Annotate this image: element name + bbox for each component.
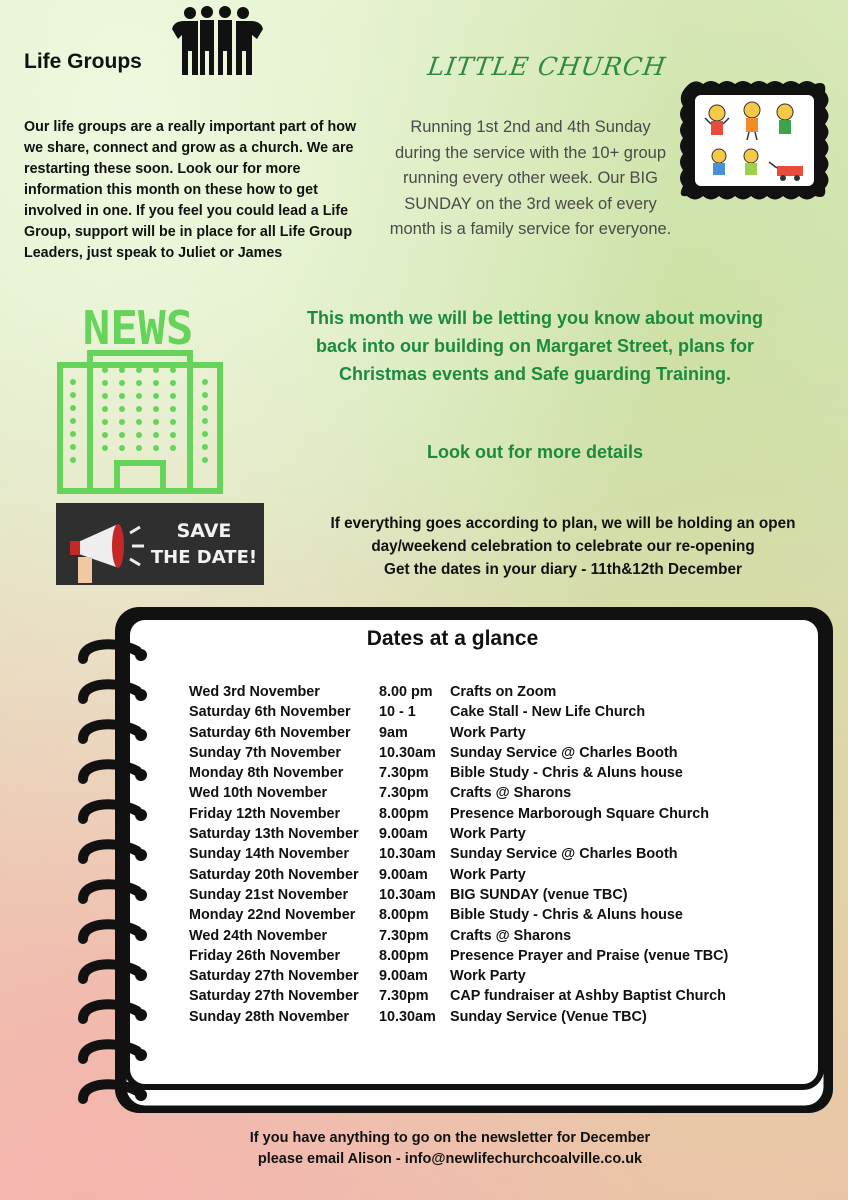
window-dot <box>102 367 108 373</box>
window-dot <box>170 419 176 425</box>
spiral-hole <box>135 769 147 781</box>
window-dot <box>119 393 125 399</box>
spiral-hole <box>135 889 147 901</box>
date-cell: Sunday 14th November <box>189 846 349 863</box>
footer-line2: please email Alison - info@newlifechurchcoalville.co.uk <box>257 1151 643 1167</box>
time-cell: 7.30pm <box>379 765 429 782</box>
window-dot <box>70 431 76 437</box>
date-cell: Monday 22nd November <box>189 907 356 924</box>
newsletter-footer <box>120 1128 780 1170</box>
event-cell: Work Party <box>450 724 526 741</box>
window-dot <box>136 406 142 412</box>
window-dot <box>153 393 159 399</box>
event-cell: Work Party <box>450 968 526 985</box>
open-day-announcement <box>288 512 838 581</box>
window-dot <box>70 444 76 450</box>
spiral-hole <box>135 1009 147 1021</box>
event-cell: Sunday Service @ Charles Booth <box>450 846 678 863</box>
open-day-line1: If everything goes according to plan, we will be holding an open <box>330 515 796 532</box>
window-dot <box>119 432 125 438</box>
time-cell: 9.00am <box>379 866 428 883</box>
event-cell: CAP fundraiser at Ashby Baptist Church <box>450 988 726 1005</box>
window-dot <box>170 393 176 399</box>
spiral-hole <box>135 1049 147 1061</box>
footer-line1: If you have anything to go on the newsletter for December <box>249 1130 651 1146</box>
date-cell: Friday 26th November <box>189 947 341 964</box>
date-cell: Saturday 6th November <box>189 724 351 741</box>
event-cell: Work Party <box>450 866 526 883</box>
window-dot <box>119 380 125 386</box>
window-dot <box>153 419 159 425</box>
event-cell: Bible Study - Chris & Aluns house <box>450 907 683 924</box>
time-cell: 10.30am <box>379 886 436 903</box>
window-dot <box>170 406 176 412</box>
window-dot <box>102 445 108 451</box>
window-dot <box>70 418 76 424</box>
date-cell: Saturday 6th November <box>189 704 351 721</box>
time-cell: 10.30am <box>379 1008 436 1025</box>
event-cell: Sunday Service @ Charles Booth <box>450 744 678 761</box>
window-dot <box>202 431 208 437</box>
spiral-hole <box>135 649 147 661</box>
life-groups-title: Life Groups <box>24 50 142 73</box>
time-cell: 8.00pm <box>379 947 429 964</box>
event-cell: Presence Marborough Square Church <box>450 805 710 822</box>
time-cell: 9.00am <box>379 826 428 843</box>
window-dot <box>136 380 142 386</box>
life-groups-body: Our life groups are a really important part of how we share, connect and grow as a church. We are restarting these soon. Look our for more information this month on these how to get involved in one. If you feel you could lead a Life Group, support will be in place for all Life Group Leaders, just speak to Juliet or James <box>24 119 357 261</box>
time-cell: 8.00pm <box>379 907 429 924</box>
date-cell: Wed 10th November <box>189 785 328 802</box>
window-dot <box>153 380 159 386</box>
time-cell: 10 - 1 <box>379 704 416 721</box>
dates-title: Dates at a glance <box>366 627 539 650</box>
children-drawing-frame <box>677 78 832 203</box>
window-dot <box>102 393 108 399</box>
event-cell: Cake Stall - New Life Church <box>450 704 646 721</box>
date-cell: Saturday 27th November <box>189 968 359 985</box>
window-dot <box>119 367 125 373</box>
window-dot <box>70 392 76 398</box>
open-day-line3: Get the dates in your diary - 11th&12th December <box>384 561 742 578</box>
news-more-details: Look out for more details <box>426 442 644 462</box>
news-body: This month we will be letting you know about moving back into our building on Margaret Street, plans for Christmas events and Safe guarding Training. <box>306 308 763 384</box>
event-cell: Crafts @ Sharons <box>450 927 572 944</box>
window-dot <box>102 406 108 412</box>
window-dot <box>70 457 76 463</box>
event-cell: BIG SUNDAY (venue TBC) <box>450 886 628 903</box>
window-dot <box>70 405 76 411</box>
window-dot <box>202 379 208 385</box>
window-dot <box>202 418 208 424</box>
time-cell: 7.30pm <box>379 988 429 1005</box>
date-cell: Wed 3rd November <box>189 684 320 700</box>
save-the-date-line2: THE DATE! <box>150 547 258 568</box>
save-the-date-badge <box>56 503 264 585</box>
time-cell: 10.30am <box>379 744 436 761</box>
date-cell: Saturday 20th November <box>189 866 359 883</box>
news-graphic-label: NEWS <box>82 301 194 355</box>
window-dot <box>170 380 176 386</box>
little-church-title: LITTLE CHURCH <box>425 52 668 81</box>
event-cell: Bible Study - Chris & Aluns house <box>450 765 683 782</box>
window-dot <box>202 392 208 398</box>
window-dot <box>153 432 159 438</box>
date-cell: Sunday 28th November <box>189 1008 349 1025</box>
time-cell: 9am <box>379 724 408 741</box>
time-cell: 10.30am <box>379 846 436 863</box>
window-dot <box>153 367 159 373</box>
time-cell: 7.30pm <box>379 927 429 944</box>
date-cell: Monday 8th November <box>189 765 344 782</box>
window-dot <box>102 432 108 438</box>
spiral-hole <box>135 849 147 861</box>
news-building-icon <box>55 300 225 496</box>
window-dot <box>136 445 142 451</box>
open-day-line2: day/weekend celebration to celebrate our re-opening <box>371 538 755 555</box>
spiral-hole <box>135 929 147 941</box>
window-dot <box>153 406 159 412</box>
spiral-hole <box>135 1089 147 1101</box>
time-cell: 9.00am <box>379 968 428 985</box>
window-dot <box>202 457 208 463</box>
date-cell: Sunday 21st November <box>189 886 349 903</box>
window-dot <box>136 432 142 438</box>
window-dot <box>119 445 125 451</box>
window-dot <box>202 444 208 450</box>
time-cell: 8.00pm <box>379 805 429 822</box>
megaphone-icon <box>56 503 264 585</box>
spiral-hole <box>135 689 147 701</box>
window-dot <box>170 367 176 373</box>
window-dot <box>119 406 125 412</box>
date-cell: Sunday 7th November <box>189 744 341 761</box>
window-dot <box>136 393 142 399</box>
event-cell: Sunday Service (Venue TBC) <box>450 1008 647 1025</box>
window-dot <box>70 379 76 385</box>
window-dot <box>119 419 125 425</box>
event-cell: Crafts on Zoom <box>450 684 557 700</box>
window-dot <box>102 419 108 425</box>
time-cell: 7.30pm <box>379 785 429 802</box>
date-cell: Saturday 13th November <box>189 826 359 843</box>
window-dot <box>136 367 142 373</box>
window-dot <box>153 445 159 451</box>
spiral-hole <box>135 729 147 741</box>
window-dot <box>170 445 176 451</box>
window-dot <box>102 380 108 386</box>
event-cell: Presence Prayer and Praise (venue TBC) <box>450 947 729 964</box>
spiral-hole <box>135 809 147 821</box>
window-dot <box>136 419 142 425</box>
date-cell: Wed 24th November <box>189 927 328 944</box>
date-cell: Saturday 27th November <box>189 988 359 1005</box>
date-cell: Friday 12th November <box>189 805 341 822</box>
save-the-date-line1: SAVE <box>176 520 232 542</box>
spiral-hole <box>135 969 147 981</box>
event-cell: Work Party <box>450 826 526 843</box>
window-dot <box>170 432 176 438</box>
event-cell: Crafts @ Sharons <box>450 785 572 802</box>
people-group-icon <box>170 5 265 80</box>
little-church-body: Running 1st 2nd and 4th Sunday during the service with the 10+ group running every other week. Our BIG SUNDAY on the 3rd week of every month is a family service for everyone. <box>389 118 672 238</box>
window-dot <box>202 405 208 411</box>
time-cell: 8.00 pm <box>379 684 433 700</box>
